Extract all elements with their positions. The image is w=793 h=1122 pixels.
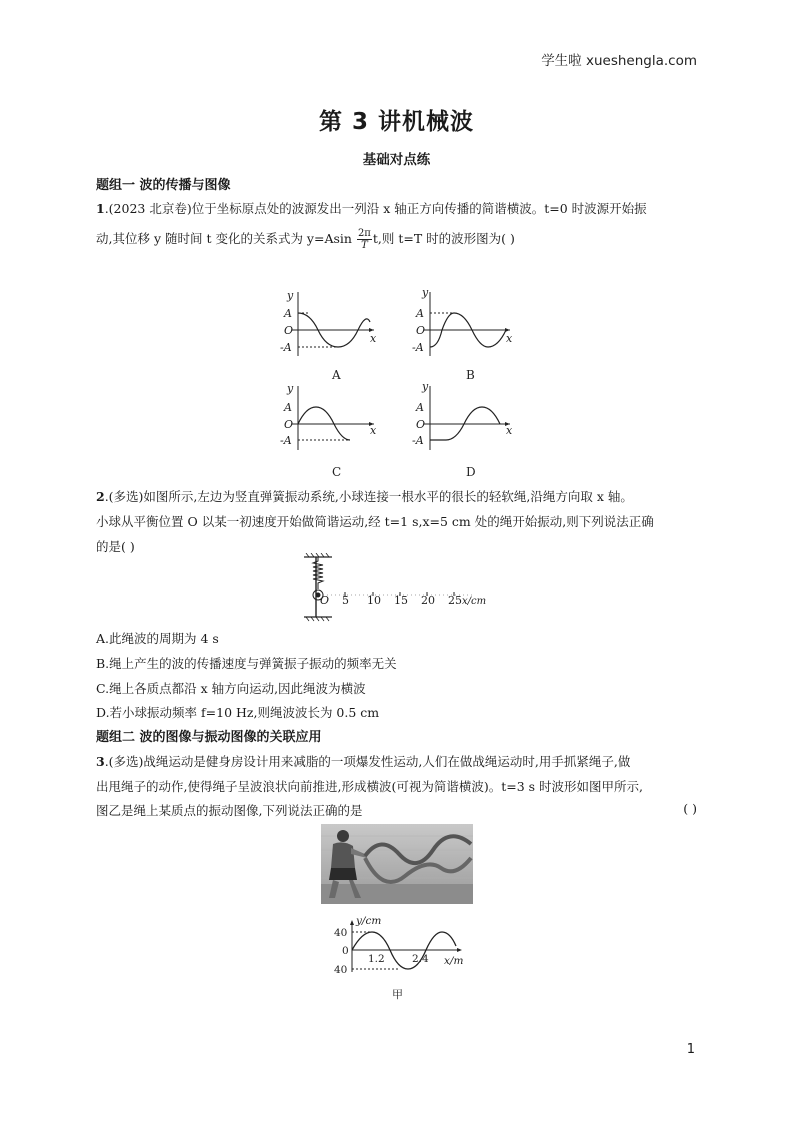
q2-tick-5: 5 [342, 594, 349, 607]
q2-option-b: B.绳上产生的波的传播速度与弹簧振子振动的频率无关 [96, 656, 397, 671]
q2-option-a: A.此绳波的周期为 4 s [96, 631, 219, 646]
q1-line2 [96, 228, 515, 251]
battle-rope-photo [321, 824, 473, 904]
q1-fraction [357, 228, 372, 251]
graph-c-x: x [370, 424, 377, 437]
q2-line2: 小球从平衡位置 O 以某一初速度开始做简谐运动,经 t=1 s,x=5 cm 处的绳开始振动,则下列说法正确 [96, 514, 654, 529]
q3-caption: 甲 [392, 988, 403, 1001]
q2-tick-20: 20 [421, 594, 435, 607]
q3-zero: 0 [342, 945, 349, 957]
graph-b-label: B [466, 368, 475, 382]
q3-x1: 1.2 [368, 953, 385, 965]
q1-frac-den: T [361, 240, 368, 251]
q1-frac-num: 2π [357, 228, 371, 239]
q3-text1: .(多选)战绳运动是健身房设计用来减脂的一项爆发性运动,人们在做战绳运动时,用手抓紧绳子,做 [104, 754, 631, 769]
graph-a [280, 289, 377, 382]
q3-wave-graph [332, 912, 472, 1002]
q2-spring-figure [296, 553, 496, 623]
q1-text2b: t,则 t=T 时的波形图为( ) [372, 231, 515, 246]
q3-line3: 图乙是绳上某质点的振动图像,下列说法正确的是 [96, 803, 363, 818]
graph-d-apos: A [416, 401, 424, 414]
graph-b [412, 286, 513, 382]
graph-b-x: x [506, 332, 513, 345]
graph-d-o: O [416, 418, 426, 431]
graph-a-apos: A [284, 307, 292, 320]
group-heading-2: 题组二 波的图像与振动图像的关联应用 [96, 730, 322, 745]
graph-c-apos: A [284, 401, 292, 414]
q3-number: 3 [96, 754, 105, 769]
q3-line2: 出甩绳子的动作,使得绳子呈波浪状向前推进,形成横波(可视为简谐横波)。t=3 s 时波形如图甲所示, [96, 779, 643, 794]
q3-ymin: 40 [334, 964, 348, 976]
graph-d-x: x [506, 424, 513, 437]
q2-tick-10: 10 [367, 594, 381, 607]
q2-text1: .(多选)如图所示,左边为竖直弹簧振动系统,小球连接一根水平的很长的轻软绳,沿绳方向取 x 轴。 [104, 489, 633, 504]
section-subtitle: 基础对点练 [362, 152, 431, 168]
q2-unit: x/cm [462, 596, 487, 607]
graph-b-y: y [422, 286, 429, 299]
q2-origin: O [320, 594, 330, 607]
q2-option-c: C.绳上各质点都沿 x 轴方向运动,因此绳波为横波 [96, 681, 366, 696]
graph-c-aneg: -A [280, 434, 292, 447]
graph-b-apos: A [416, 307, 424, 320]
graph-b-aneg: -A [412, 341, 424, 354]
page-header: 学生啦 xueshengla.com [541, 53, 697, 69]
q3-xlabel: x/m [444, 955, 464, 967]
q2-line1 [96, 487, 633, 505]
q2-number: 2 [96, 489, 105, 504]
q3-ymax: 40 [334, 927, 348, 939]
q2-option-d: D.若小球振动频率 f=10 Hz,则绳波波长为 0.5 cm [96, 705, 380, 720]
q3-paren: ( ) [683, 801, 697, 816]
q2-tick-15: 15 [394, 594, 408, 607]
graph-a-x: x [370, 332, 377, 345]
graph-a-aneg: -A [280, 341, 292, 354]
graph-d-aneg: -A [412, 434, 424, 447]
page-title: 第 3 讲机械波 [318, 109, 475, 135]
q1-line1 [96, 199, 647, 217]
q2-tick-25: 25 [448, 594, 462, 607]
graph-a-o: O [284, 324, 294, 337]
q3-x2: 2.4 [412, 953, 429, 965]
graph-a-y: y [287, 289, 294, 302]
graph-d [412, 380, 513, 479]
q2-line3: 的是( ) [96, 539, 135, 554]
q1-text2a: 动,其位移 y 随时间 t 变化的关系式为 y=Asin [96, 231, 356, 246]
graph-b-o: O [416, 324, 426, 337]
q1-graphs [270, 282, 530, 482]
group-heading-1: 题组一 波的传播与图像 [96, 178, 231, 193]
graph-c-label: C [332, 465, 342, 479]
graph-d-label: D [466, 465, 476, 479]
q1-text1: .(2023 北京卷)位于坐标原点处的波源发出一列沿 x 轴正方向传播的简谐横波。t=0 时波源开始振 [104, 201, 647, 216]
graph-c [280, 382, 377, 479]
graph-a-label: A [332, 368, 341, 382]
graph-c-o: O [284, 418, 294, 431]
graph-c-y: y [287, 382, 294, 395]
q3-line1 [96, 752, 630, 770]
page-number: 1 [686, 1042, 695, 1057]
q3-ylabel: y/cm [356, 915, 382, 927]
graph-d-y: y [422, 380, 429, 393]
q1-number: 1 [96, 201, 105, 216]
